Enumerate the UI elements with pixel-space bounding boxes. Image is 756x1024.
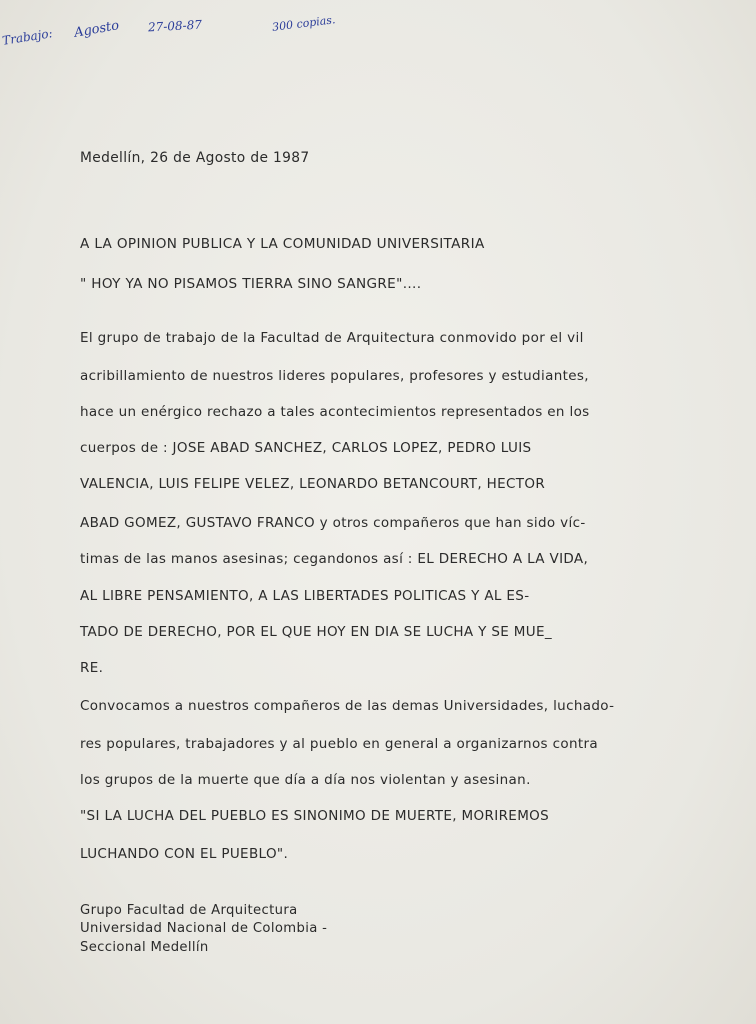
body-line: hace un enérgico rechazo a tales acontecimientos representados en los [80, 404, 590, 420]
body-line: AL LIBRE PENSAMIENTO, A LAS LIBERTADES POLITICAS Y AL ES- [80, 588, 530, 604]
letter-date: Medellín, 26 de Agosto de 1987 [80, 150, 310, 166]
body-line: cuerpos de : JOSE ABAD SANCHEZ, CARLOS LOPEZ, PEDRO LUIS [80, 440, 532, 456]
body-line: los grupos de la muerte que día a día nos violentan y asesinan. [80, 772, 531, 788]
body-line: acribillamiento de nuestros lideres populares, profesores y estudiantes, [80, 368, 589, 384]
body-line: El grupo de trabajo de la Facultad de Arquitectura conmovido por el vil [80, 330, 584, 346]
handwritten-copies: 300 copias. [271, 13, 337, 34]
body-line: Convocamos a nuestros compañeros de las demas Universidades, luchado- [80, 698, 615, 714]
handwritten-date: 27-08-87 [147, 17, 203, 35]
signature-line: Grupo Facultad de Arquitectura [80, 903, 298, 918]
signature-line: Universidad Nacional de Colombia - [80, 921, 328, 936]
signature-line: Seccional Medellín [80, 940, 209, 955]
body-line: "SI LA LUCHA DEL PUEBLO ES SINONIMO DE MUERTE, MORIREMOS [80, 808, 550, 824]
body-line: TADO DE DERECHO, POR EL QUE HOY EN DIA SE LUCHA Y SE MUE_ [80, 624, 553, 640]
body-line: res populares, trabajadores y al pueblo en general a organizarnos contra [80, 736, 599, 752]
body-line: ABAD GOMEZ, GUSTAVO FRANCO y otros compañeros que han sido víc- [80, 515, 586, 531]
handwritten-annotation [0, 13, 400, 52]
body-line: RE. [80, 660, 104, 676]
handwritten-month: Agosto [73, 18, 121, 41]
body-line: VALENCIA, LUIS FELIPE VELEZ, LEONARDO BETANCOURT, HECTOR [80, 476, 546, 492]
letter-addressee: A LA OPINION PUBLICA Y LA COMUNIDAD UNIVERSITARIA [80, 236, 485, 252]
body-line: LUCHANDO CON EL PUEBLO". [80, 846, 289, 862]
handwritten-word: Trabajo: [1, 26, 54, 48]
body-line: timas de las manos asesinas; cegandonos así : EL DERECHO A LA VIDA, [80, 551, 589, 567]
letter-slogan: " HOY YA NO PISAMOS TIERRA SINO SANGRE".... [80, 276, 422, 292]
